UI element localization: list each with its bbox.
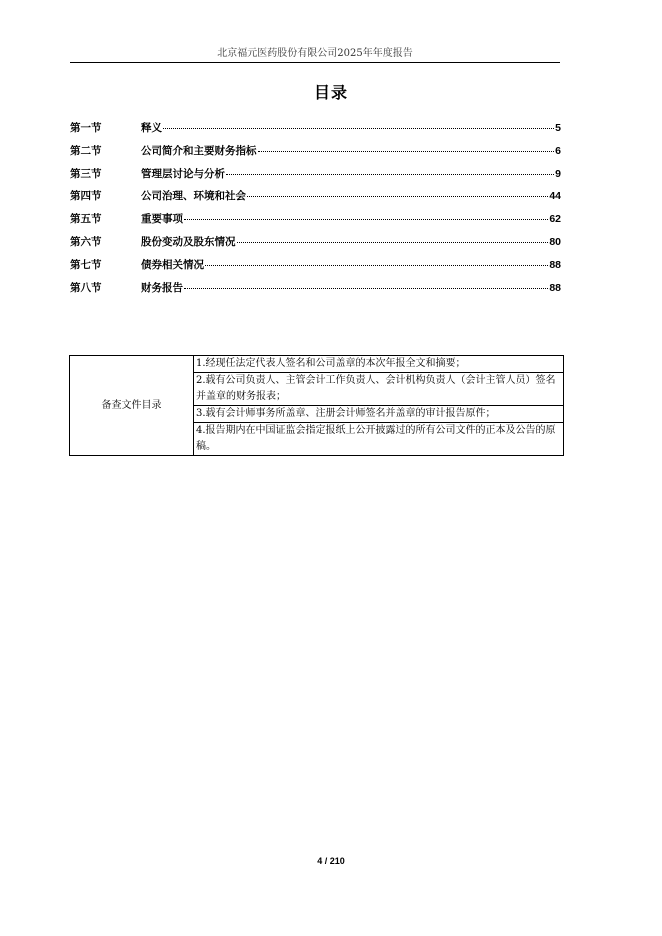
toc-section-number: 第三节: [70, 167, 102, 180]
toc-entry-8[interactable]: [70, 280, 561, 303]
toc-section-title: 公司简介和主要财务指标: [141, 144, 257, 157]
header-divider: [70, 62, 560, 63]
toc-leader-dots: [163, 128, 554, 129]
toc-entry-5[interactable]: [70, 211, 561, 234]
toc-page-number: 9: [555, 167, 561, 180]
toc-section-number: 第七节: [70, 258, 102, 271]
toc-page-number: 44: [549, 190, 561, 203]
toc-leader-dots: [226, 174, 554, 175]
reference-documents-table: [69, 355, 564, 456]
toc-section-title: 重要事项: [141, 213, 183, 226]
toc-leader-dots: [184, 288, 548, 289]
toc-section-title: 管理层讨论与分析: [141, 167, 225, 180]
toc-page-number: 6: [555, 144, 561, 157]
toc-leader-dots: [205, 265, 548, 266]
toc-section-number: 第一节: [70, 122, 102, 134]
toc-leader-dots: [184, 219, 548, 220]
page-number: 4 / 210: [317, 856, 345, 866]
toc-section-title: 公司治理、环境和社会: [141, 190, 246, 203]
reference-document-item: 2.载有公司负责人、主管会计工作负责人、会计机构负责人（会计主管人员）签名并盖章的财务报表；: [194, 373, 564, 406]
toc-page-number: 62: [549, 213, 561, 226]
toc-page-number: 88: [549, 258, 561, 271]
toc-page-number: 88: [549, 281, 561, 294]
page-header: 北京福元医药股份有限公司2025年年度报告: [217, 48, 413, 59]
toc-entry-7[interactable]: [70, 257, 561, 280]
toc-section-number: 第五节: [70, 213, 102, 226]
toc-section-title: 释义: [141, 122, 162, 134]
toc-page-number: 80: [549, 235, 561, 248]
toc-entry-4[interactable]: [70, 188, 561, 211]
reference-document-item: 3.载有会计师事务所盖章、注册会计师签名并盖章的审计报告原件；: [194, 406, 564, 423]
table-row: [70, 356, 564, 373]
toc-section-title: 财务报告: [141, 281, 183, 294]
toc-leader-dots: [237, 242, 549, 243]
toc-entry-6[interactable]: [70, 234, 561, 257]
table-of-contents: [70, 120, 561, 302]
reference-document-item: 1.经现任法定代表人签名和公司盖章的本次年报全文和摘要；: [194, 356, 564, 373]
toc-section-title: 债券相关情况: [141, 258, 204, 271]
toc-section-number: 第四节: [70, 190, 102, 203]
toc-section-number: 第八节: [70, 281, 102, 294]
toc-section-number: 第六节: [70, 235, 102, 248]
reference-documents-label: 备查文件目录: [70, 356, 194, 456]
toc-title: 目录: [313, 83, 348, 102]
toc-entry-3[interactable]: [70, 166, 561, 189]
toc-leader-dots: [247, 196, 548, 197]
toc-leader-dots: [258, 151, 555, 152]
toc-entry-2[interactable]: [70, 143, 561, 166]
toc-entry-1[interactable]: [70, 120, 561, 143]
toc-section-number: 第二节: [70, 144, 102, 157]
reference-document-item: 4.报告期内在中国证监会指定报纸上公开披露过的所有公司文件的正本及公告的原稿。: [194, 423, 564, 456]
toc-section-title: 股份变动及股东情况: [141, 235, 236, 248]
toc-page-number: 5: [555, 122, 561, 134]
